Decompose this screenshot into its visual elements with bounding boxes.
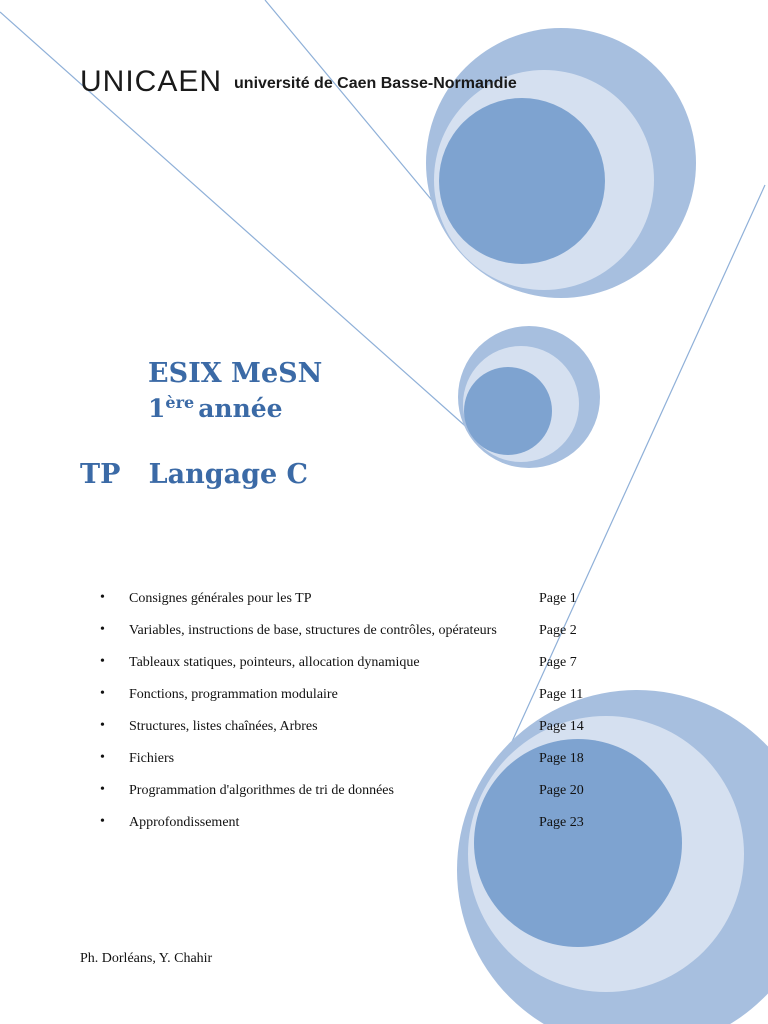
bullet-icon: •: [100, 590, 105, 605]
toc-item-title: Variables, instructions de base, structures de contrôles, opérateurs: [129, 623, 497, 638]
year-title: [148, 393, 283, 423]
toc-item: [100, 750, 660, 782]
toc-item-title: Programmation d'algorithmes de tri de données: [129, 783, 394, 798]
toc-item-page: Page 18: [539, 751, 584, 766]
program-title: ESIX MeSN: [148, 358, 323, 389]
toc-item-page: Page 2: [539, 623, 577, 638]
bullet-icon: •: [100, 686, 105, 701]
toc-item-page: Page 14: [539, 719, 584, 734]
toc-item-title: Fichiers: [129, 751, 175, 766]
decorative-circle-top-inner: [439, 98, 605, 264]
toc-item-title: Tableaux statiques, pointeurs, allocation dynamique: [129, 655, 420, 670]
toc-item-page: Page 1: [539, 591, 577, 606]
course-title: TP Langage C: [80, 459, 309, 490]
authors: Ph. Dorléans, Y. Chahir: [80, 951, 213, 966]
bullet-icon: •: [100, 622, 105, 637]
toc-item-title: Consignes générales pour les TP: [129, 591, 312, 606]
bullet-icon: •: [100, 718, 105, 733]
logo-mark: UNICAEN: [80, 65, 223, 98]
year-suffix: ère: [165, 393, 195, 412]
university-logo: [80, 62, 517, 102]
toc-item: [100, 782, 660, 814]
bullet-icon: •: [100, 814, 105, 829]
toc-item-page: Page 23: [539, 815, 584, 830]
toc-item: [100, 686, 660, 718]
bullet-icon: •: [100, 750, 105, 765]
toc-item: [100, 622, 660, 654]
decorative-line: [265, 0, 450, 222]
table-of-contents: [100, 590, 660, 846]
toc-item-title: Structures, listes chaînées, Arbres: [129, 719, 318, 734]
toc-item-page: Page 20: [539, 783, 584, 798]
toc-item-title: Fonctions, programmation modulaire: [129, 687, 338, 702]
year-word: année: [198, 394, 283, 423]
toc-item: [100, 718, 660, 750]
toc-item-page: Page 11: [539, 687, 584, 702]
toc-item: [100, 654, 660, 686]
toc-item-title: Approfondissement: [129, 815, 240, 830]
university-name: université de Caen Basse-Normandie: [234, 75, 517, 92]
toc-item: [100, 590, 660, 622]
decorative-circle-mid-inner: [464, 367, 552, 455]
toc-item: [100, 814, 660, 846]
toc-item-page: Page 7: [539, 655, 577, 670]
bullet-icon: •: [100, 654, 105, 669]
year-number: 1: [148, 394, 166, 423]
bullet-icon: •: [100, 782, 105, 797]
